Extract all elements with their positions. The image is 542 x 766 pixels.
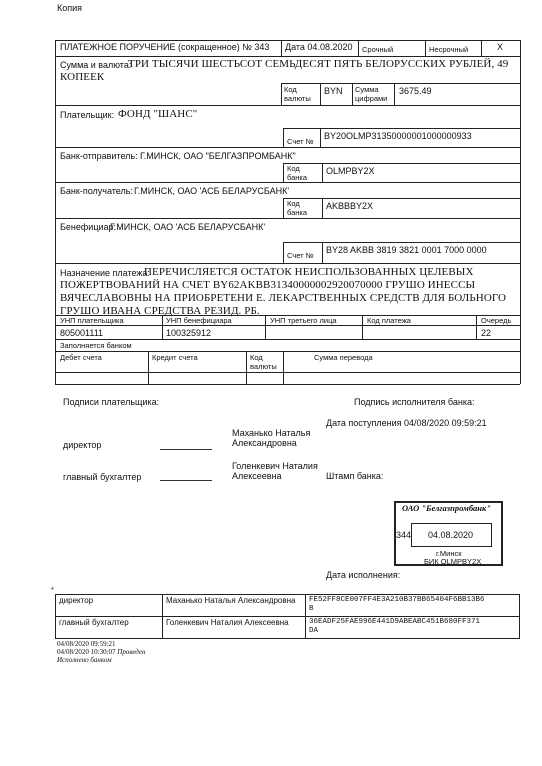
amount-label: Сумма и валюта: <box>60 60 132 70</box>
footer-timestamp-1: 04/08/2020 09:59:21 <box>57 640 116 648</box>
stamp-bank-name: ОАО "Белгазпромбанк" <box>402 503 492 513</box>
esignature-hash <box>306 617 520 639</box>
accountant-label: главный бухгалтер <box>63 472 142 482</box>
copy-label: Копия <box>57 3 83 13</box>
payer-signatures-label: Подписи плательщика: <box>63 397 160 407</box>
esignature-role: главный бухгалтер <box>56 617 163 639</box>
unp-payer-value: 805001111 <box>60 328 104 338</box>
beneficiary-account-label: Счет № <box>287 251 314 260</box>
footer-timestamp-2 <box>57 648 146 656</box>
transfer-sum-label: Сумма перевода <box>314 353 373 362</box>
footer-executed: Исполнено банком <box>57 656 112 664</box>
unp-payer-label: УНП плательщика <box>60 316 124 325</box>
queue-label: Очередь <box>481 316 512 325</box>
payer-name: ФОНД "ШАНС" <box>118 108 198 120</box>
footer-status: Проведен <box>117 648 146 656</box>
esignature-hash-line2: DA <box>309 627 319 635</box>
footer-timestamp-2-time: 04/08/2020 10:30:07 <box>57 648 116 656</box>
recipient-bank-code: AKBBBY2X <box>326 201 374 211</box>
esignature-row <box>56 595 520 617</box>
purpose-line4: ГРУШО ИВАНА СРЕДСТВА РЕЗИД. РБ. <box>60 305 260 317</box>
document-title: ПЛАТЕЖНОЕ ПОРУЧЕНИЕ (сокращенное) № 343 <box>60 42 270 52</box>
director-name-1: Маханько Наталья <box>232 428 311 438</box>
unp-benef-value: 100325912 <box>166 328 212 338</box>
bank-currency-code-label-2: валюты <box>250 362 277 371</box>
director-signature-line <box>160 449 212 450</box>
bank-stamp-label: Штамп банка: <box>326 471 384 481</box>
purpose-label: Назначение платежа: <box>60 268 150 278</box>
payer-label: Плательщик: <box>60 110 115 120</box>
currency-code-label-1: Код <box>284 85 297 94</box>
bank-currency-code-label-1: Код <box>250 353 263 362</box>
header-bottom-line <box>55 56 520 57</box>
accountant-name-2: Алексеевна <box>232 471 282 481</box>
sender-bank-label: Банк-отправитель: <box>60 151 138 161</box>
purpose-line3: ВЯЧЕСЛАВОВНЫ НА ПРИОБРЕТЕНИ Е. ЛЕКАРСТВЕННЫХ СРЕДСТВ ДЛЯ БОЛЬНОГО <box>60 292 507 304</box>
recipient-bank-name: Г.МИНСК, ОАО 'АСБ БЕЛАРУСБАНК' <box>134 186 290 196</box>
nonurgent-label: Несрочный <box>429 45 469 54</box>
stamp-date: 04.08.2020 <box>428 530 474 540</box>
beneficiary-label: Бенефициар: <box>60 222 117 232</box>
stamp-bik: БИК OLMPBY2X <box>424 557 482 566</box>
sender-bank-code-label-2: банка <box>287 173 308 182</box>
amount-words-line1: ТРИ ТЫСЯЧИ ШЕСТЬСОТ СЕМЬДЕСЯТ ПЯТЬ БЕЛОРУССКИХ РУБЛЕЙ, 49 <box>128 58 509 70</box>
executed-date-label: Дата исполнения: <box>326 570 401 580</box>
recipient-bank-code-label-2: банка <box>287 208 308 217</box>
sum-value: 3675.49 <box>399 86 432 96</box>
director-name-2: Александровна <box>232 438 297 448</box>
currency-code-label-2: валюты <box>284 94 311 103</box>
esignature-row <box>56 617 520 639</box>
payer-account-label: Счет № <box>287 137 314 146</box>
recipient-bank-code-label-1: Код <box>287 199 300 208</box>
sum-digits-label-2: цифрами <box>355 94 388 103</box>
esignature-hash <box>306 595 520 617</box>
esignature-role: директор <box>56 595 163 617</box>
footnote-star: * <box>51 585 54 594</box>
beneficiary-name: Г.МИНСК, ОАО 'АСБ БЕЛАРУСБАНК' <box>110 222 266 232</box>
esignature-hash-line1: FE52FF8CE007FF4E3A210B37BB65404F6BB13B6 <box>309 596 485 604</box>
currency-value: BYN <box>324 86 343 96</box>
esignature-table <box>55 594 520 639</box>
payment-code-label: Код платежа <box>367 316 411 325</box>
document-date: Дата 04.08.2020 <box>285 42 353 52</box>
sender-bank-name: Г.МИНСК, ОАО "БЕЛГАЗПРОМБАНК" <box>140 151 296 161</box>
queue-value: 22 <box>481 328 492 338</box>
accountant-name-1: Голенкевич Наталия <box>232 461 318 471</box>
bank-signature-label: Подпись исполнителя банка: <box>354 397 475 407</box>
recipient-bank-label: Банк-получатель: <box>60 186 133 196</box>
esignature-hash-line2: B <box>309 605 314 613</box>
sum-digits-label-1: Сумма <box>355 85 379 94</box>
sender-bank-code-label-1: Код <box>287 164 300 173</box>
director-label: директор <box>63 440 102 450</box>
urgency-mark: X <box>497 42 504 52</box>
urgent-label: Срочный <box>362 45 394 54</box>
debit-label: Дебет счета <box>60 353 102 362</box>
esignature-name: Маханько Наталья Александровна <box>163 595 306 617</box>
payer-account: BY20OLMP31350000001000000933 <box>324 131 472 141</box>
sender-bank-code: OLMPBY2X <box>326 166 375 176</box>
stamp-city: г.Минск <box>436 549 462 558</box>
unp-third-label: УНП третьего лица <box>270 316 337 325</box>
esignature-hash-line1: 36EADF25FAE996E441D9ABEABC451B680FF371 <box>309 618 481 626</box>
accountant-signature-line <box>160 480 212 481</box>
amount-words-line2: КОПЕЕК <box>60 71 105 83</box>
stamp-number: 344 <box>396 530 412 540</box>
purpose-line1: ПЕРЕЧИСЛЯЕТСЯ ОСТАТОК НЕИСПОЛЬЗОВАННЫХ ЦЕЛЕВЫХ <box>144 266 474 278</box>
credit-label: Кредит счета <box>152 353 198 362</box>
esignature-name: Голенкевич Наталия Алексеевна <box>163 617 306 639</box>
header-top-line <box>55 40 520 41</box>
unp-benef-label: УНП бенефициара <box>166 316 232 325</box>
bank-section-title: Заполняется банком <box>60 341 132 350</box>
purpose-line2: ПОЖЕРТВОВАНИЙ НА СЧЕТ BY62AKBB31340000002920070000 ГРУШО ИНЕССЫ <box>60 279 476 291</box>
beneficiary-account: BY28 AKBB 3819 3821 0001 7000 0000 <box>326 245 487 255</box>
received-date: Дата поступления 04/08/2020 09:59:21 <box>326 418 487 428</box>
